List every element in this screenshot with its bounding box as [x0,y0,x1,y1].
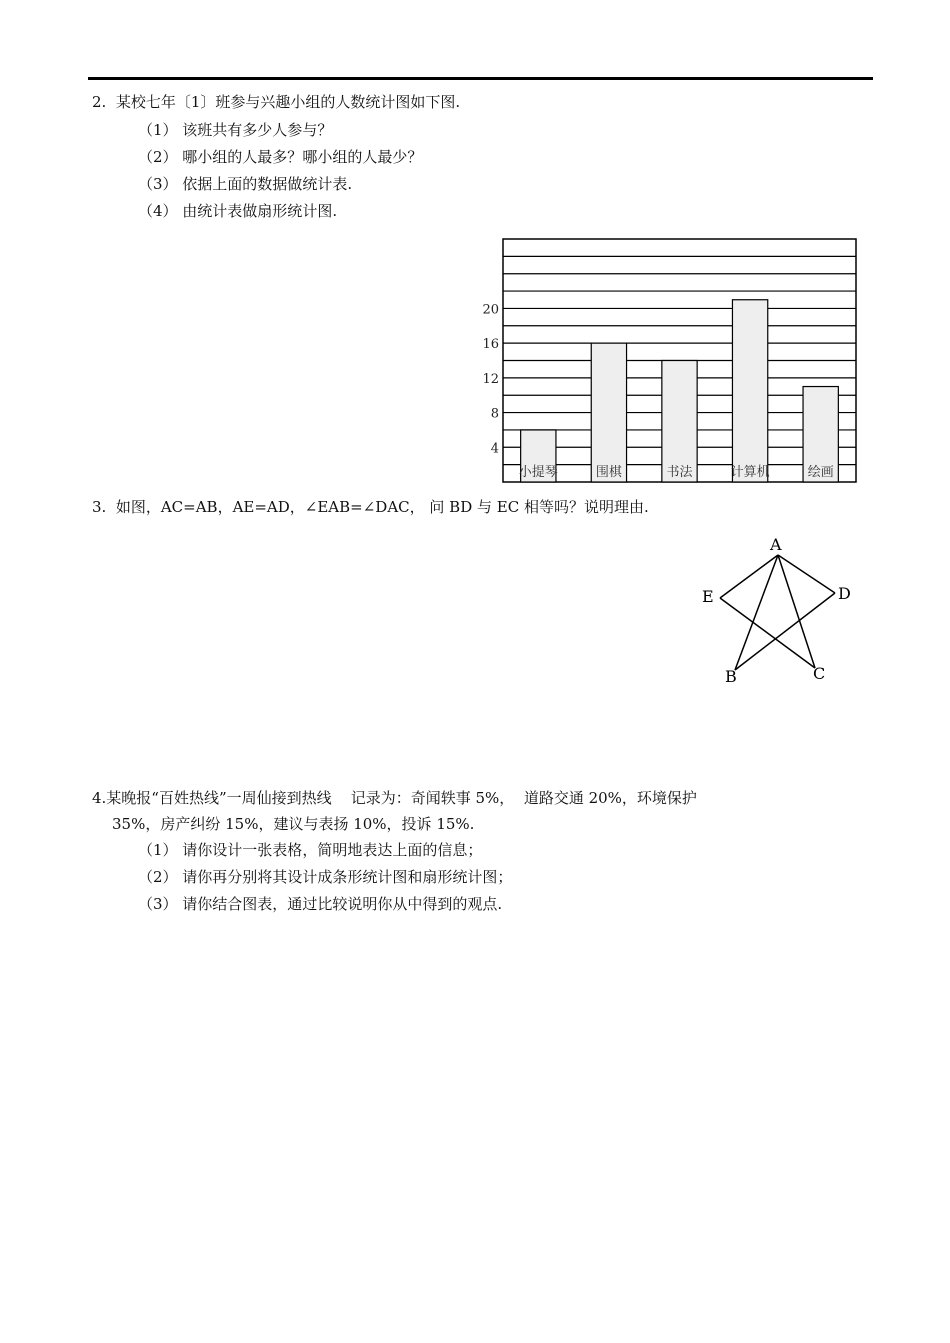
q2-sub-1: （1） 该班共有多少人参与？ [138,121,333,139]
label-b: B [725,667,737,686]
bar-3 [662,361,697,483]
q2-sub-4: （4） 由统计表做扇形统计图. [138,202,338,220]
q4-sub-1: （1） 请你设计一张表格，简明地表达上面的信息； [138,841,483,859]
label-a: A [770,535,782,554]
q4-line-2: 35%，房产纠纷 15%，建议与表扬 10%，投诉 15%. [112,815,475,833]
segment-ad [778,555,835,593]
triangle-figure [690,530,860,690]
y-tick-label: 8 [490,406,499,422]
bar-2 [591,343,626,482]
category-label: 围棋 [595,465,622,480]
category-label: 小提琴 [518,465,558,480]
q4-sub-2: （2） 请你再分别将其设计成条形统计图和扇形统计图； [138,868,513,886]
q4-line-1: 4.某晚报“百姓热线”一周仙接到热线 记录为：奇闻轶事 5%， 道路交通 20%，环境保护 [92,789,697,807]
y-tick-label: 16 [482,337,499,353]
y-tick-label: 4 [490,441,499,457]
q2-sub-3: （3） 依据上面的数据做统计表. [138,175,353,193]
q2-sub-2: （2） 哪小组的人最多？哪小组的人最少？ [138,148,423,166]
q3-stem: 3. 如图，AC=AB，AE=AD，∠EAB=∠DAC， 问 BD 与 EC 相等吗？说明理由. [92,498,649,516]
top-rule [88,77,873,80]
q4-sub-3: （3） 请你结合图表，通过比较说明你从中得到的观点. [138,895,503,913]
category-label: 绘画 [807,465,834,480]
y-tick-label: 20 [482,302,499,318]
label-e: E [702,587,714,606]
category-label: 计算机 [730,465,770,480]
q2-stem: 2. 某校七年〔1〕班参与兴趣小组的人数统计图如下图. [92,93,461,111]
segment-ac [778,555,815,668]
category-label: 书法 [666,465,693,480]
segment-ec [720,598,815,668]
bar-4 [732,300,767,482]
y-tick-label: 12 [482,371,499,387]
label-c: C [813,664,826,683]
label-d: D [838,584,851,603]
interest-group-bar-chart [470,232,870,492]
